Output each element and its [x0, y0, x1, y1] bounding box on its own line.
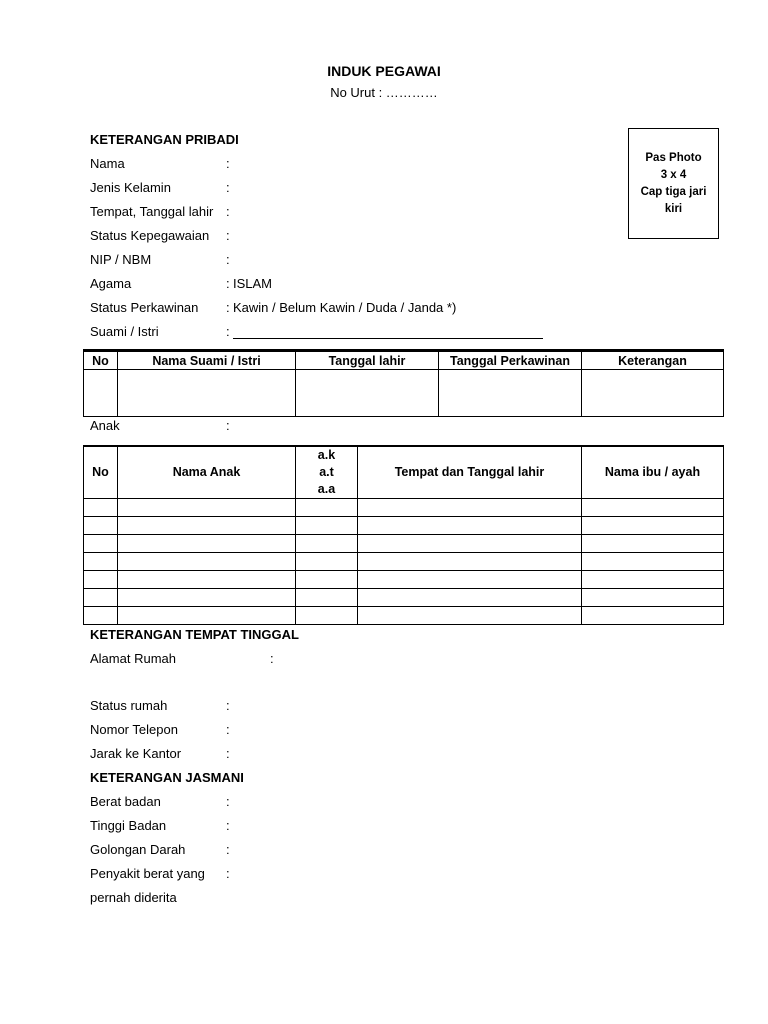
field-label-nip: NIP / NBM: [90, 252, 152, 267]
field-colon: :: [226, 252, 230, 267]
field-label-weight: Berat badan: [90, 794, 161, 809]
field-colon: :: [226, 418, 230, 433]
table-cell[interactable]: [296, 607, 358, 625]
field-label-phone: Nomor Telepon: [90, 722, 178, 737]
table-cell[interactable]: [118, 589, 296, 607]
spouse-table: [83, 349, 724, 417]
table-cell[interactable]: [439, 370, 582, 417]
field-colon: :: [226, 866, 230, 881]
table-cell[interactable]: [296, 553, 358, 571]
table-cell[interactable]: [296, 589, 358, 607]
table-row: [84, 517, 724, 535]
field-colon: :: [226, 228, 230, 243]
table-cell[interactable]: [84, 499, 118, 517]
field-label-illness-continued: pernah diderita: [90, 890, 177, 905]
spouse-header-no: No: [84, 351, 118, 370]
table-cell[interactable]: [118, 370, 296, 417]
field-colon: :: [226, 204, 230, 219]
table-cell[interactable]: [118, 517, 296, 535]
field-colon: :: [226, 276, 230, 291]
table-cell[interactable]: [84, 607, 118, 625]
field-label-marital-status: Status Perkawinan: [90, 300, 199, 315]
table-cell[interactable]: [296, 517, 358, 535]
table-cell[interactable]: [84, 571, 118, 589]
table-cell[interactable]: [118, 535, 296, 553]
table-cell[interactable]: [118, 571, 296, 589]
table-row: [84, 499, 724, 517]
serial-number: No Urut : …………: [330, 85, 438, 100]
field-label-distance: Jarak ke Kantor: [90, 746, 182, 761]
field-colon: :: [226, 722, 230, 737]
section-title-physical: KETERANGAN JASMANI: [90, 770, 244, 785]
field-colon: :: [270, 651, 274, 666]
table-cell[interactable]: [582, 535, 724, 553]
field-label-gender: Jenis Kelamin: [90, 180, 171, 195]
children-header-parent: Nama ibu / ayah: [582, 446, 724, 499]
table-cell[interactable]: [582, 553, 724, 571]
table-cell[interactable]: [358, 607, 582, 625]
photo-label-line3: Cap tiga jari: [640, 185, 707, 198]
table-cell[interactable]: [358, 571, 582, 589]
table-row: [84, 589, 724, 607]
field-colon: :: [226, 156, 230, 171]
table-row: [84, 571, 724, 589]
section-title-personal: KETERANGAN PRIBADI: [90, 132, 239, 147]
children-table: [83, 445, 724, 625]
table-cell[interactable]: [84, 535, 118, 553]
field-colon: :: [226, 746, 230, 761]
field-label-illness: Penyakit berat yang: [90, 866, 205, 881]
photo-label-line2: 3 x 4: [660, 168, 687, 181]
spouse-header-notes: Keterangan: [582, 351, 724, 370]
table-cell[interactable]: [296, 571, 358, 589]
table-row: [84, 370, 724, 417]
table-cell[interactable]: [582, 589, 724, 607]
photo-placeholder-box: [628, 128, 719, 239]
table-cell[interactable]: [358, 535, 582, 553]
page-title: INDUK PEGAWAI: [327, 63, 441, 79]
table-cell[interactable]: [358, 553, 582, 571]
table-cell[interactable]: [296, 535, 358, 553]
table-row: [84, 607, 724, 625]
spouse-header-name: Nama Suami / Istri: [118, 351, 296, 370]
photo-label-line1: Pas Photo: [645, 151, 702, 164]
field-label-birth: Tempat, Tanggal lahir: [90, 204, 214, 219]
table-cell[interactable]: [582, 517, 724, 535]
table-cell[interactable]: [84, 589, 118, 607]
field-colon: :: [226, 180, 230, 195]
table-cell[interactable]: [84, 517, 118, 535]
photo-label-line4: kiri: [664, 202, 683, 215]
field-label-religion: Agama: [90, 276, 132, 291]
table-cell[interactable]: [582, 571, 724, 589]
children-header-name: Nama Anak: [118, 446, 296, 499]
table-cell[interactable]: [582, 370, 724, 417]
table-cell[interactable]: [84, 370, 118, 417]
field-value-marital-status: Kawin / Belum Kawin / Duda / Janda *): [233, 300, 457, 315]
table-cell[interactable]: [296, 370, 439, 417]
table-row: [84, 553, 724, 571]
children-header-child-status: [296, 446, 358, 499]
table-cell[interactable]: [84, 553, 118, 571]
table-cell[interactable]: [118, 499, 296, 517]
table-cell[interactable]: [118, 553, 296, 571]
table-cell[interactable]: [358, 517, 582, 535]
field-label-house-status: Status rumah: [90, 698, 168, 713]
table-row: [84, 535, 724, 553]
table-cell[interactable]: [582, 607, 724, 625]
field-label-address: Alamat Rumah: [90, 651, 176, 666]
table-cell[interactable]: [582, 499, 724, 517]
section-title-residence: KETERANGAN TEMPAT TINGGAL: [90, 627, 299, 642]
field-label-employment-status: Status Kepegawaian: [90, 228, 210, 243]
child-status-aa: a.a: [317, 482, 336, 496]
field-colon: :: [226, 324, 230, 339]
child-status-at: a.t: [319, 465, 334, 479]
table-cell[interactable]: [118, 607, 296, 625]
spouse-input-line[interactable]: [233, 338, 543, 339]
children-header-no: No: [84, 446, 118, 499]
field-colon: :: [226, 794, 230, 809]
table-cell[interactable]: [296, 499, 358, 517]
field-label-children: Anak: [90, 418, 120, 433]
children-header-birth: Tempat dan Tanggal lahir: [358, 446, 582, 499]
field-colon: :: [226, 842, 230, 857]
spouse-header-birthdate: Tanggal lahir: [296, 351, 439, 370]
field-value-religion: ISLAM: [233, 276, 273, 291]
child-status-ak: a.k: [317, 448, 336, 462]
field-label-blood-type: Golongan Darah: [90, 842, 186, 857]
field-label-height: Tinggi Badan: [90, 818, 167, 833]
spouse-header-marriage-date: Tanggal Perkawinan: [439, 351, 582, 370]
field-colon: :: [226, 818, 230, 833]
field-label-spouse: Suami / Istri: [90, 324, 159, 339]
table-cell[interactable]: [358, 499, 582, 517]
field-colon: :: [226, 698, 230, 713]
table-cell[interactable]: [358, 589, 582, 607]
field-label-name: Nama: [90, 156, 125, 171]
field-colon: :: [226, 300, 230, 315]
